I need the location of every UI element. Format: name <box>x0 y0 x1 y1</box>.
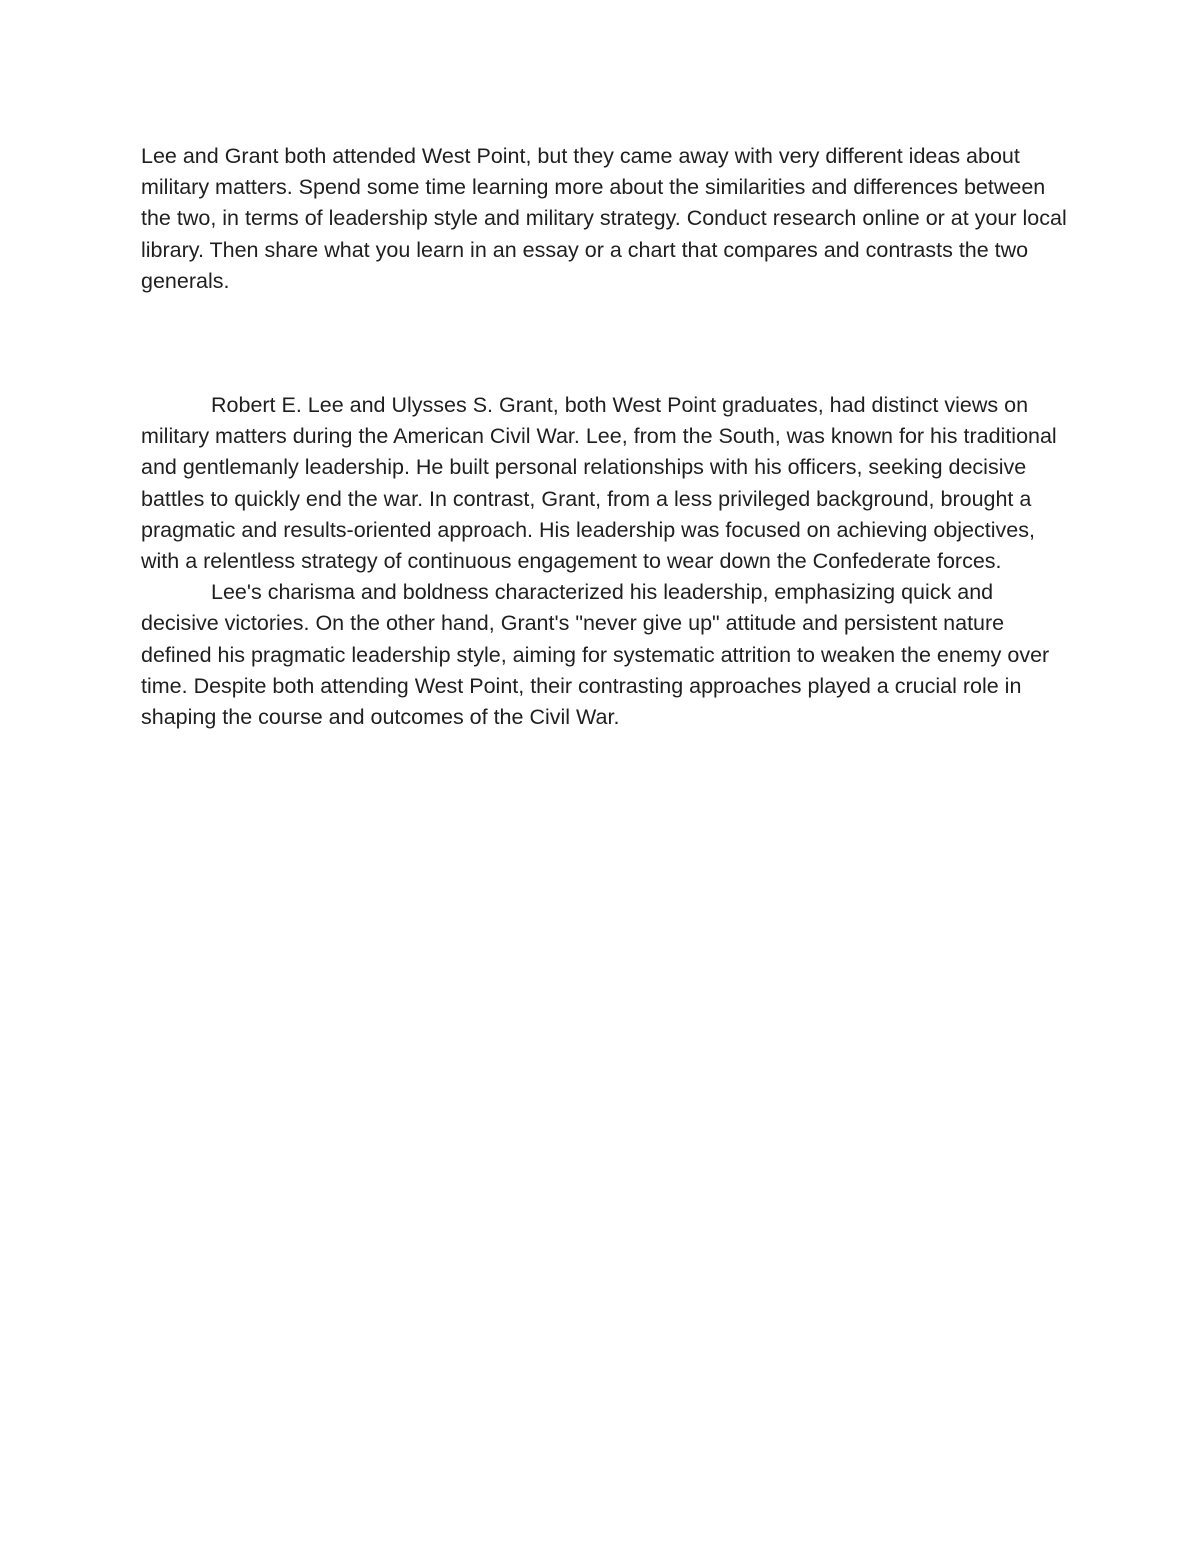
essay-paragraph-1: Robert E. Lee and Ulysses S. Grant, both West Point graduates, had distinct views on military matters during the American Civil War. Lee, from the South, was known for his traditional and gentlemanly leadership. He built personal relationships with his officers, seeking decisive battles to quickly end the war. In contrast, Grant, from a less privileged background, brought a pragmatic and results-oriented approach. His leadership was focused on achieving objectives, with a relentless strategy of continuous engagement to wear down the Confederate forces. <box>141 393 1057 574</box>
assignment-prompt: Lee and Grant both attended West Point, but they came away with very different ideas about military matters. Spend some time learning more about the similarities and differences between the two, in terms of leadership style and military strategy. Conduct research online or at your local library. Then share what you learn in an essay or a chart that compares and contrasts the two generals. <box>141 144 1067 293</box>
essay-paragraph-2: Lee's charisma and boldness characterized his leadership, emphasizing quick and decisive victories. On the other hand, Grant's "never give up" attitude and persistent nature defined his pragmatic leadership style, aiming for systematic attrition to weaken the enemy over time. Despite both attending West Point, their contrasting approaches played a crucial role in shaping the course and outcomes of the Civil War. <box>141 580 1050 730</box>
document-body <box>141 141 1071 733</box>
